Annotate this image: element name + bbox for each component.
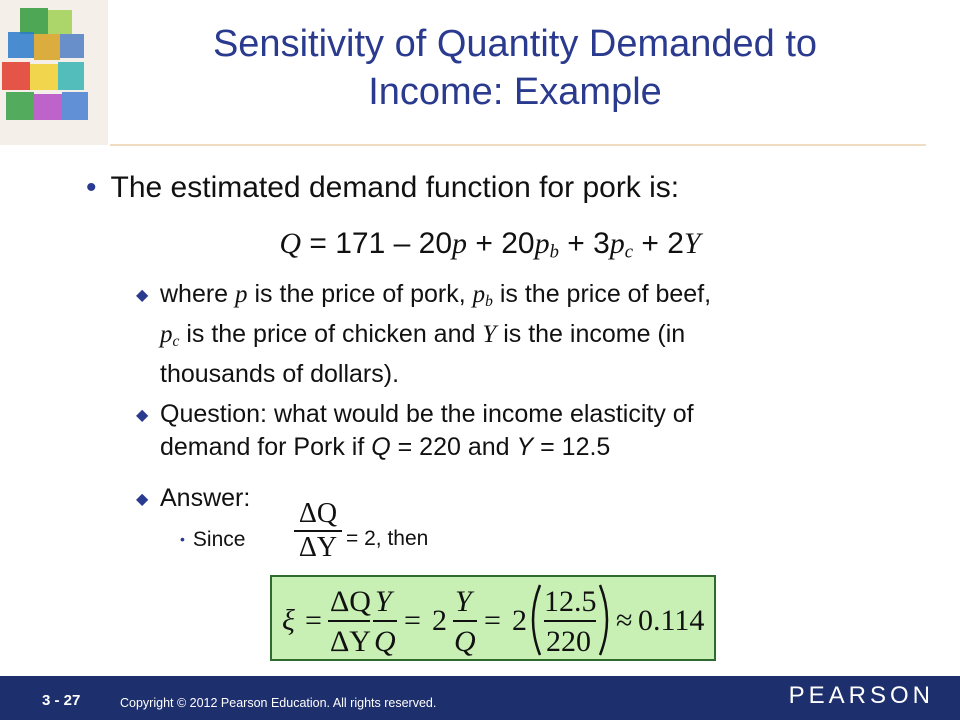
bullet-dot-icon: •: [86, 171, 97, 204]
where-pb: [473, 281, 493, 308]
eq-Q: Q: [279, 227, 302, 260]
main-bullet-text: The estimated demand function for pork is:: [110, 171, 680, 204]
sub-bullet-question: [136, 398, 694, 464]
result-value: 0.114: [638, 604, 705, 637]
question-t3: = 220 and: [390, 433, 517, 461]
eq-pc: [609, 227, 634, 263]
eq-pc-sub: c: [624, 241, 634, 263]
eq-pb-base: p: [534, 227, 550, 260]
eq-pc-base: p: [609, 227, 625, 260]
since-t2: = 2, then: [346, 527, 429, 550]
since-then: [346, 525, 428, 553]
eq-text-1: = 171 – 20: [301, 227, 453, 260]
sub-bullet-question-text: [160, 398, 694, 464]
eq-text-3: + 3: [558, 227, 610, 260]
where-pc-sub: c: [172, 332, 180, 350]
result-two-2: 2: [512, 604, 527, 637]
where-pc: [160, 321, 179, 348]
title-line-2: Income: Example: [368, 71, 662, 113]
where-t4: is the price of chicken and: [179, 319, 483, 348]
eq-p: p: [452, 227, 468, 260]
question-t1: Question: what would be the income elasticity of: [160, 400, 694, 428]
decorative-cubes-image: [0, 0, 108, 145]
result-two-1: 2: [432, 604, 447, 637]
result-Q-den-2: Q: [454, 625, 476, 658]
where-t6: thousands of dollars).: [160, 359, 400, 388]
slide-title: [120, 20, 910, 116]
copyright-text: Copyright © 2012 Pearson Education. All rights reserved.: [120, 696, 437, 710]
eq-pb: [534, 227, 559, 263]
where-t5: is the income (in: [496, 319, 686, 348]
left-paren: [533, 585, 540, 655]
answer-label: Answer:: [160, 484, 251, 512]
where-pb-sub: b: [485, 292, 493, 310]
since-t1: Since: [192, 528, 246, 551]
equals-3: =: [484, 604, 501, 637]
since-line: [180, 525, 245, 554]
small-bullet-icon: •: [180, 531, 185, 547]
main-bullet: [86, 168, 679, 208]
where-t3: is the price of beef,: [492, 280, 712, 308]
result-dQ: ΔQ: [330, 585, 371, 618]
result-den: 220: [546, 625, 591, 658]
since-frac-num: ΔQ: [298, 498, 338, 529]
diamond-bullet-icon: ◆: [136, 407, 149, 424]
result-Y-num-2: Y: [455, 585, 472, 618]
diamond-bullet-icon: ◆: [136, 491, 149, 508]
title-line-1: Sensitivity of Quantity Demanded to: [212, 23, 818, 65]
eq-pb-sub: b: [549, 241, 559, 263]
xi-symbol: ξ: [282, 604, 295, 637]
question-Q: Q: [371, 433, 391, 461]
where-Y: Y: [482, 320, 497, 348]
where-p: p: [235, 281, 248, 308]
result-Q-den: Q: [374, 625, 396, 658]
equals-2: =: [404, 604, 421, 637]
result-formula: [272, 577, 718, 663]
sub-bullet-answer: [136, 482, 250, 515]
eq-text-4: + 2: [633, 227, 684, 260]
result-formula-box: [270, 575, 716, 661]
eq-text-2: + 20: [467, 227, 535, 260]
title-divider: [110, 144, 926, 146]
question-t2: demand for Pork if: [160, 433, 372, 461]
approx-symbol: ≈: [616, 604, 633, 637]
sub-bullet-where: [136, 278, 711, 391]
right-paren: [600, 585, 607, 655]
pearson-logo: PEARSON: [788, 682, 934, 709]
eq-Y: Y: [683, 227, 701, 260]
result-num: 12.5: [544, 585, 597, 618]
result-dY: ΔY: [330, 625, 371, 658]
page-number: 3 - 27: [42, 692, 81, 709]
where-pc-base: p: [160, 320, 173, 348]
where-pb-base: p: [472, 281, 486, 308]
demand-equation: [0, 226, 960, 271]
sub-bullet-where-text: [160, 278, 711, 391]
question-t4: = 12.5: [533, 433, 611, 461]
diamond-bullet-icon: ◆: [136, 287, 149, 304]
footer-bar: [0, 676, 960, 720]
since-frac-den: ΔY: [298, 532, 338, 563]
where-t2: is the price of pork,: [247, 280, 473, 308]
where-t1: where: [160, 280, 236, 308]
equals-1: =: [305, 604, 322, 637]
result-Y-num: Y: [375, 585, 392, 618]
since-fraction: [294, 498, 342, 564]
question-Y: Y: [516, 433, 534, 461]
